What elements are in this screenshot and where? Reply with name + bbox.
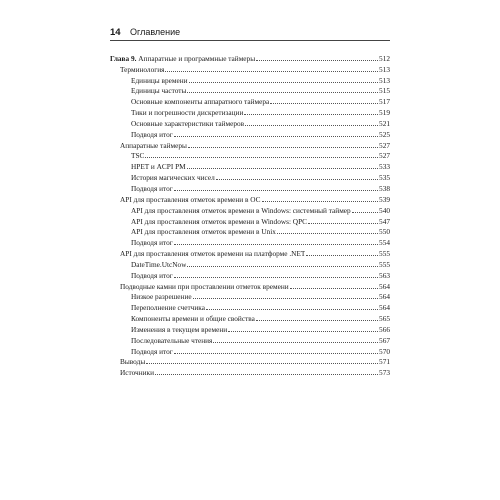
toc-entry-text: Единицы частоты: [131, 86, 187, 96]
dot-leader: [174, 353, 378, 354]
toc-entry-page: 563: [379, 270, 390, 280]
toc-entry: [110, 193, 390, 204]
toc-entry-page: 567: [379, 335, 390, 345]
toc-entry: [110, 150, 390, 161]
toc-entry: [110, 247, 390, 258]
toc-entry-text: Последовательные чтения: [131, 335, 213, 345]
toc-entry-page: 519: [379, 108, 390, 118]
running-title: Оглавление: [130, 27, 181, 37]
toc-entry: [110, 182, 390, 193]
toc-entry-title: [131, 271, 173, 280]
toc-entry-page: 535: [379, 173, 390, 183]
toc-entry-text: API для проставления отметок времени в Unix: [131, 227, 276, 237]
dot-leader: [206, 309, 378, 310]
toc-entry-text: Выводы: [120, 357, 146, 367]
dot-leader: [188, 147, 378, 148]
dot-leader: [244, 114, 378, 115]
toc-entry-page: 533: [379, 162, 390, 172]
toc-entry: [110, 74, 390, 85]
toc-entry-text: Основные компоненты аппаратного таймера: [131, 97, 270, 107]
dot-leader: [290, 288, 378, 289]
toc-entry: [110, 160, 390, 171]
toc-entry-text: Единицы времени: [131, 75, 188, 85]
dot-leader: [165, 71, 378, 72]
toc-entry-text: Переполнение счетчика: [131, 303, 205, 313]
toc-entry-title: [120, 195, 261, 204]
toc-entry: [110, 128, 390, 139]
toc-entry: [110, 269, 390, 280]
toc-entry: [110, 312, 390, 323]
toc-entry-text: API для проставления отметок времени в ОС: [120, 194, 261, 204]
toc-entry-page: 539: [379, 194, 390, 204]
toc-entry-text: Подводя итог: [131, 238, 173, 248]
toc-entry-text: API для проставления отметок времени в Windows: системный таймер: [131, 205, 351, 215]
toc-entry-page: 512: [379, 53, 390, 63]
toc-entry-title: [131, 336, 212, 345]
toc-entry-page: 570: [379, 346, 390, 356]
toc-entry: [110, 117, 390, 128]
toc-entry-title: [120, 368, 154, 377]
toc-entry-text: Компоненты времени и общие свойства: [131, 314, 255, 324]
toc-entry-title: [120, 357, 145, 366]
toc-entry: [110, 52, 390, 63]
toc-entry-title: [131, 303, 205, 312]
toc-entry: [110, 356, 390, 367]
dot-leader: [174, 136, 378, 137]
toc-entry-text: API для проставления отметок времени в Windows: QPC: [131, 216, 307, 226]
toc-entry-text: Подводя итог: [131, 129, 173, 139]
toc-entry-title: [131, 130, 173, 139]
dot-leader: [256, 320, 378, 321]
toc-entry-title: [110, 54, 255, 63]
toc-entry-page: 527: [379, 140, 390, 150]
toc-entry-title: [131, 97, 269, 106]
toc-entry-text: Аппаратные таймеры: [120, 140, 187, 150]
toc-entry-text: Подводные камни при проставлении отметок времени: [120, 281, 289, 291]
toc-entry: [110, 85, 390, 96]
toc-entry: [110, 236, 390, 247]
dot-leader: [193, 298, 378, 299]
toc-entry-page: 564: [379, 292, 390, 302]
toc-entry-page: 513: [379, 64, 390, 74]
toc-entry: [110, 258, 390, 269]
toc-entry-title: [131, 108, 243, 117]
dot-leader: [352, 212, 378, 213]
toc-entry-page: 566: [379, 324, 390, 334]
toc-entry-text: HPET и ACPI PM: [131, 162, 186, 172]
toc-entry-title: [120, 65, 164, 74]
toc-entry: [110, 301, 390, 312]
toc-entry-text: API для проставления отметок времени на платформе .NET: [120, 249, 306, 259]
dot-leader: [245, 125, 378, 126]
toc-entry-title: [131, 184, 173, 193]
toc-entry-page: 527: [379, 151, 390, 161]
toc-entry-text: Подводя итог: [131, 346, 173, 356]
toc-entry-title: [131, 151, 144, 160]
toc-entry-title: [131, 325, 227, 334]
dot-leader: [262, 201, 379, 202]
toc-entry-page: 564: [379, 303, 390, 313]
toc-entry-text: Подводя итог: [131, 183, 173, 193]
toc-entry-title: [131, 162, 186, 171]
toc-entry-text: Источники: [120, 368, 154, 378]
toc-entry-title: [120, 249, 305, 258]
toc-entry-text: Низкое разрешение: [131, 292, 192, 302]
dot-leader: [146, 363, 378, 364]
toc-entry-text: Терминология: [120, 64, 165, 74]
toc-entry-text: Подводя итог: [131, 270, 173, 280]
toc-entry-title: [131, 314, 255, 323]
toc-entry-page: 573: [379, 368, 390, 378]
toc-entry-page: 547: [379, 216, 390, 226]
toc-entry: [110, 280, 390, 291]
toc-entry-text: TSC: [131, 151, 145, 161]
toc-entry-text: Изменения в текущем времени: [131, 324, 228, 334]
toc-entry-page: 525: [379, 129, 390, 139]
dot-leader: [155, 374, 378, 375]
toc-entry-title: [131, 260, 186, 269]
dot-leader: [277, 233, 378, 234]
dot-leader: [228, 331, 378, 332]
toc-entry-title: [131, 206, 351, 215]
dot-leader: [256, 60, 378, 61]
dot-leader: [308, 223, 378, 224]
dot-leader: [187, 266, 378, 267]
chapter-label: Глава 9.: [110, 53, 137, 63]
toc-entry-page: 515: [379, 86, 390, 96]
toc-entry-page: 555: [379, 259, 390, 269]
toc-entry-page: 564: [379, 281, 390, 291]
toc-entry-page: 554: [379, 238, 390, 248]
toc-entry: [110, 204, 390, 215]
toc-entry-page: 571: [379, 357, 390, 367]
toc-entry-page: 550: [379, 227, 390, 237]
toc-entry-text: DateTime.UtcNow: [131, 259, 187, 269]
toc-entry-title: [131, 173, 215, 182]
toc-entry-title: [131, 217, 307, 226]
dot-leader: [213, 342, 378, 343]
toc-entry: [110, 226, 390, 237]
toc-entry: [110, 106, 390, 117]
toc-entry: [110, 291, 390, 302]
toc-entry-text: Тики и погрешности дискретизации: [131, 108, 244, 118]
dot-leader: [306, 255, 378, 256]
dot-leader: [174, 190, 378, 191]
toc-entry-page: 555: [379, 249, 390, 259]
toc-entry-title: [120, 141, 187, 150]
page-number: 14: [110, 26, 121, 38]
toc-entry-title: [131, 227, 276, 236]
dot-leader: [270, 103, 378, 104]
toc-entry-title: [131, 86, 186, 95]
dot-leader: [187, 92, 378, 93]
dot-leader: [187, 168, 378, 169]
toc-entry: [110, 366, 390, 377]
table-of-contents: [110, 52, 390, 377]
toc-entry: [110, 215, 390, 226]
toc-entry-title: [131, 292, 192, 301]
toc-entry-text: История магических чисел: [131, 173, 215, 183]
toc-entry-page: 538: [379, 183, 390, 193]
toc-entry-title: [131, 76, 188, 85]
toc-entry-title: [131, 238, 173, 247]
toc-entry-title: [131, 347, 173, 356]
toc-entry: [110, 63, 390, 74]
toc-entry-page: 565: [379, 314, 390, 324]
dot-leader: [174, 277, 378, 278]
toc-entry: [110, 95, 390, 106]
toc-entry-title: [120, 282, 289, 291]
toc-entry-page: 517: [379, 97, 390, 107]
dot-leader: [216, 179, 378, 180]
toc-entry-title: [131, 119, 244, 128]
toc-entry-text: Аппаратные и программные таймеры: [136, 53, 256, 63]
toc-entry-page: 540: [379, 205, 390, 215]
toc-entry: [110, 171, 390, 182]
toc-entry: [110, 345, 390, 356]
toc-entry: [110, 139, 390, 150]
dot-leader: [174, 244, 378, 245]
running-header: [110, 24, 390, 41]
toc-entry-page: 521: [379, 118, 390, 128]
toc-entry: [110, 334, 390, 345]
dot-leader: [189, 82, 379, 83]
toc-entry-text: Основные характеристики таймеров: [131, 118, 245, 128]
toc-entry-page: 513: [379, 75, 390, 85]
toc-entry: [110, 323, 390, 334]
dot-leader: [145, 157, 378, 158]
